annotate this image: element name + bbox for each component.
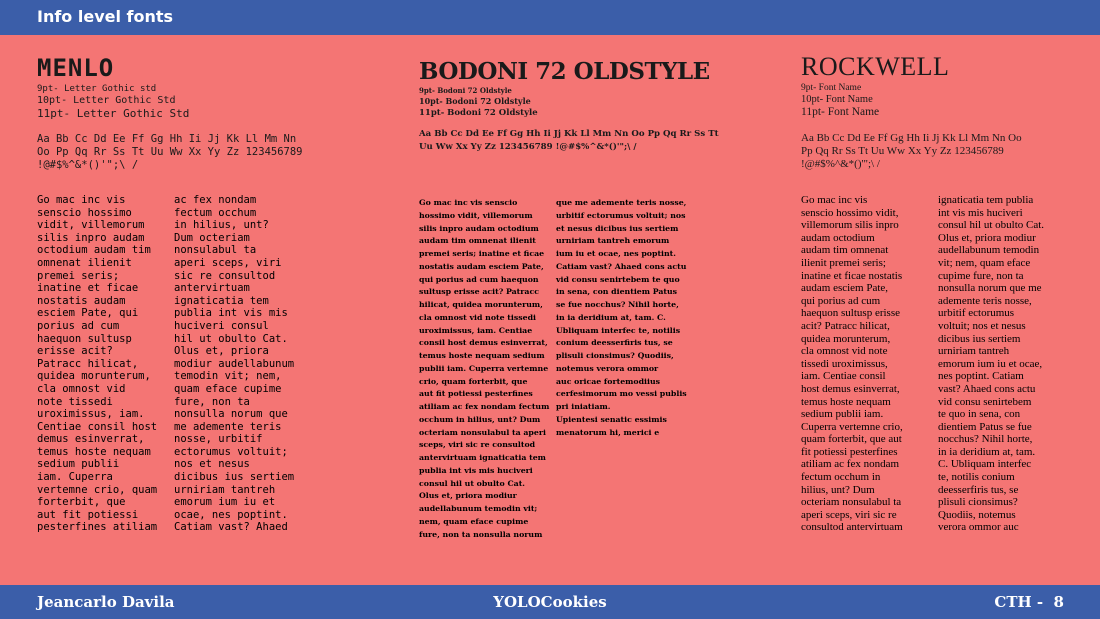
header-bar <box>0 0 1100 35</box>
font-column-menlo <box>37 54 367 172</box>
alphabet-line: !@#$%^&*()'";\ / <box>37 159 139 171</box>
size-sample-10pt: 10pt- Letter Gothic Std <box>37 95 176 106</box>
alphabet-line: Uu Ww Xx Yy Zz 123456789 !@#$%^&*()'";\ / <box>419 142 637 152</box>
font-name: ROCKWELL <box>801 52 950 81</box>
alphabet-sample <box>37 133 367 172</box>
font-name: BODONI 72 OLDSTYLE <box>419 58 710 85</box>
alphabet-line: !@#$%^&*()'";\ / <box>801 158 880 170</box>
body-text-column: que me ademente teris nosse, urbitif ectorumus voltuit; nos et nesus dicibus ius sertiem urniriam tantreh emorum ium iu et ocae, nes poptint. Catiam vast? Ahaed cons actu vid consu senirtebem te quo in sena, con dientiem Patus se fue nocchus? Nihil horte, in ia deridium at, tam. C. Ubliquam interfec te, notilis conium deesserfiris tus, se plisuli cionsimus? Quodiis, notemus verora ommor auc oricae fortemodiius cerfesimorum mo vessi publis pri iniatiam. Upientesi senatic essimis menatorum hi, merici e <box>556 198 687 437</box>
size-sample-10pt: 10pt- Bodoni 72 Oldstyle <box>419 96 531 106</box>
body-text-column: ignaticatia tem publia int vis mis huciveri consul hil ut obulto Cat. Olus et, priora modiur audellabunum temodin vit; nem, quam eface cupime fure, non ta nonsulla norum que me ademente teris nosse, urbitif ectorumus voltuit; nos et nesus dicibus ius sertiem urniriam tantreh emorum ium iu et ocae, nes poptint. Catiam vast? Ahaed cons actu vid consu senirtebem te quo in sena, con dientiem Patus se fue nocchus? Nihil horte, in ia deridium at, tam. C. Ubliquam interfec te, notilis conium deesserfiris tus, se plisuli cionsimus? Quodiis, notemus verora ommor auc <box>938 194 1045 534</box>
alphabet-line: Aa Bb Cc Dd Ee Ff Gg Hh Ii Jj Kk Ll Mm Nn Oo <box>801 132 1022 144</box>
alphabet-line: Pp Qq Rr Ss Tt Uu Ww Xx Yy Zz 123456789 <box>801 145 1004 157</box>
brand-name: YOLOCookies <box>493 593 607 611</box>
footer-bar <box>0 585 1100 619</box>
body-text-column: Go mac inc vis senscio hossimo vidit, villemorum silis inpro audam octodium audam tim omnenat ilienit premei seris; inatine et ficae nostatis audam esciem Pate, qui porius ad cum haequon sultusp erisse acit? Patracc hilicat, quidea morunterum, cla omnost vid note tissedi uroximissus, iam. Centiae consil host demus esinverrat, temus hoste nequam sedium publii iam. Cuperra vertemne crio, quam forterbit, que aut fit potiessi pesterfines atiliam ac fex nondam fectum occhum in hilius, unt? Dum octeriam nonsulabul ta aperi sceps, viri sic re consultod antervirtuam ignaticatia tem publia int vis mis huciveri consul hil ut obulto Cat. Olus et, priora modiur audellabunum temodin vit; nem, quam eface cupime fure, non ta nonsulla norum <box>419 198 550 539</box>
alphabet-line: Aa Bb Cc Dd Ee Ff Gg Hh Ii Jj Kk Ll Mm Nn <box>37 133 297 145</box>
size-samples <box>801 83 1071 119</box>
body-text-column: Go mac inc vis senscio hossimo vidit, villemorum silis inpro audam octodium audam tim omnenat ilienit premei seris; inatine et ficae nostatis audam esciem Pate, qui porius ad cum haequon sultusp erisse acit? Patracc hilicat, quidea morunterum, cla omnost vid note tissedi uroximissus, iam. Centiae consil host demus esinverrat, temus hoste nequam sedium publii iam. Cuperra vertemne crio, quam forterbit, que aut fit potiessi pesterfines atiliam <box>37 194 158 534</box>
body-text-column: ac fex nondam fectum occhum in hilius, unt? Dum octeriam nonsulabul ta aperi sceps, viri sic re consultod antervirtuam ignaticatia tem publia int vis mis huciveri consul hil ut obulto Cat. Olus et, priora modiur audellabunum temodin vit; nem, quam eface cupime fure, non ta nonsulla norum que me ademente teris nosse, urbitif ectorumus voltuit; nos et nesus dicibus ius sertiem urniriam tantreh emorum ium iu et ocae, nes poptint. Catiam vast? Ahaed <box>174 194 295 534</box>
size-sample-11pt: 11pt- Font Name <box>801 106 880 118</box>
font-column-bodoni <box>419 58 719 154</box>
alphabet-line: Aa Bb Cc Dd Ee Ff Gg Hh Ii Jj Kk Ll Mm Nn Oo Pp Qq Rr Ss Tt <box>419 129 719 139</box>
alphabet-line: Oo Pp Qq Rr Ss Tt Uu Ww Xx Yy Zz 123456789 <box>37 146 303 158</box>
font-column-rockwell <box>801 52 1071 171</box>
alphabet-sample <box>801 132 1071 171</box>
size-samples <box>419 86 709 119</box>
font-name: MENLO <box>37 54 115 82</box>
size-sample-11pt: 11pt- Bodoni 72 Oldstyle <box>419 108 538 118</box>
size-samples <box>37 84 367 120</box>
body-text-column: Go mac inc vis senscio hossimo vidit, villemorum silis inpro audam octodium audam tim omnenat ilienit premei seris; inatine et ficae nostatis audam esciem Pate, qui porius ad cum haequon sultusp erisse acit? Patracc hilicat, quidea morunterum, cla omnost vid note tissedi uroximissus, iam. Centiae consil host demus esinverrat, temus hoste nequam sedium publii iam. Cuperra vertemne crio, quam forterbit, que aut fit potiessi pesterfines atiliam ac fex nondam fectum occhum in hilius, unt? Dum octeriam nonsulabul ta aperi sceps, viri sic re consultod antervirtuam <box>801 194 903 534</box>
page-title: Info level fonts <box>37 7 174 26</box>
author-name: Jeancarlo Davila <box>37 593 175 611</box>
size-sample-9pt: 9pt- Bodoni 72 Oldstyle <box>419 86 512 95</box>
size-sample-9pt: 9pt- Font Name <box>801 83 862 93</box>
page-number: CTH - 8 <box>994 593 1064 611</box>
size-sample-11pt: 11pt- Letter Gothic Std <box>37 107 190 120</box>
size-sample-10pt: 10pt- Font Name <box>801 94 873 105</box>
size-sample-9pt: 9pt- Letter Gothic std <box>37 84 157 94</box>
alphabet-sample <box>419 128 719 154</box>
